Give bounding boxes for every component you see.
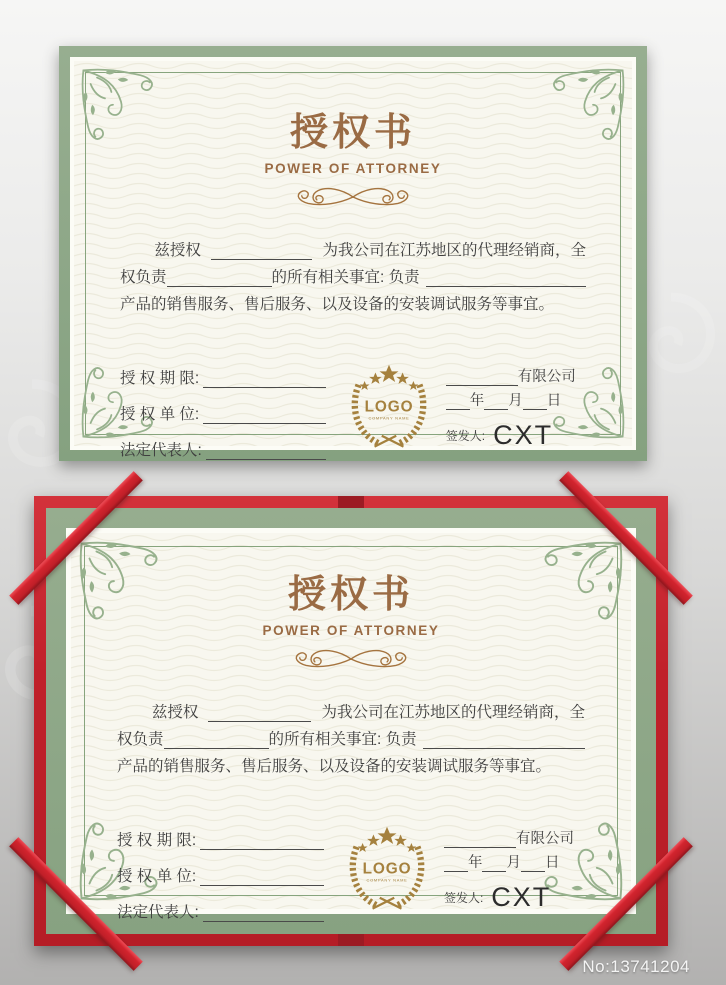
blank-line [446, 392, 470, 410]
date-unit: 日 [546, 393, 562, 409]
divider-swirl-icon [286, 185, 420, 209]
fields-block [117, 824, 324, 922]
blank-line [446, 368, 518, 386]
date-unit: 月 [508, 393, 523, 409]
body-line [120, 260, 586, 287]
field-row [120, 398, 326, 424]
issuer-label: 签发人: [443, 890, 484, 905]
date-line [446, 386, 592, 410]
certificate-paper [71, 533, 631, 921]
cert-subtitle: POWER OF ATTORNEY [262, 623, 440, 638]
company-suffix: 有限公司 [517, 369, 576, 385]
cert-title: 授权书 [289, 112, 416, 154]
date-unit: 月 [506, 855, 521, 871]
blank-line [208, 704, 311, 722]
frame-seam [338, 934, 364, 946]
field-label: 授 权 单 位: [120, 406, 200, 423]
frame-seam [338, 496, 364, 508]
certificate-red [34, 496, 668, 946]
field-row [117, 860, 324, 886]
blank-line [423, 731, 585, 749]
blank-line [482, 854, 506, 872]
field-row [117, 896, 324, 922]
certificate-inner-margin [70, 57, 636, 459]
field-row [120, 434, 326, 460]
issuer-signature: CXT [493, 419, 554, 450]
certificate-paper [74, 61, 632, 459]
body-paragraph [120, 233, 586, 314]
field-row [117, 824, 324, 850]
logo-subtext: COMPANY NAME [368, 415, 410, 421]
date-unit: 日 [544, 855, 560, 871]
blank-line [203, 904, 324, 922]
body-text: 为我公司在江苏地区的代理经销商，全 [322, 242, 586, 259]
logo-text: LOGO [362, 860, 412, 878]
certificate-inner-margin [66, 528, 636, 921]
field-label: 授 权 单 位: [117, 868, 197, 885]
date-line [444, 848, 591, 872]
blank-line [523, 392, 547, 410]
blank-line [444, 830, 516, 848]
body-text: 权负责 [117, 731, 164, 748]
body-paragraph [117, 695, 585, 776]
body-line [117, 722, 585, 749]
body-text: 的所有相关事宜: 负责 [271, 269, 420, 286]
body-text: 产品的销售服务、售后服务、以及设备的安装调试服务等事宜。 [117, 758, 552, 775]
laurel-logo-icon [340, 820, 434, 914]
cert-subtitle: POWER OF ATTORNEY [264, 161, 442, 176]
company-line [444, 824, 591, 848]
blank-line [203, 370, 326, 388]
body-text: 兹授权 [154, 242, 201, 259]
issuer-label: 签发人: [445, 428, 486, 443]
body-line [117, 749, 585, 776]
logo-text: LOGO [364, 398, 414, 416]
field-label: 法定代表人: [117, 904, 199, 921]
blank-line [200, 868, 324, 886]
watermark-number: No:13741204 [582, 957, 690, 976]
blank-line [167, 269, 272, 287]
fields-block [120, 362, 326, 460]
company-line [446, 362, 592, 386]
logo-subtext: COMPANY NAME [366, 877, 408, 883]
blank-line [164, 731, 269, 749]
body-text: 为我公司在江苏地区的代理经销商，全 [321, 704, 585, 721]
signature-block [446, 362, 592, 450]
field-row [120, 362, 326, 388]
certificate-green [59, 46, 647, 461]
body-text: 产品的销售服务、售后服务、以及设备的安装调试服务等事宜。 [120, 296, 555, 313]
blank-line [211, 242, 313, 260]
blank-line [206, 442, 326, 460]
body-text: 的所有相关事宜: 负责 [268, 731, 417, 748]
blank-line [426, 269, 586, 287]
body-line [120, 233, 586, 260]
blank-line [203, 406, 326, 424]
field-label: 法定代表人: [120, 442, 202, 459]
date-unit: 年 [467, 855, 483, 871]
issuer-line [444, 882, 591, 912]
laurel-logo-icon [342, 358, 436, 452]
body-text: 兹授权 [151, 704, 199, 721]
signature-block [444, 824, 591, 912]
body-text: 权负责 [120, 269, 167, 286]
green-matte [46, 508, 656, 934]
blank-line [521, 854, 545, 872]
issuer-signature: CXT [491, 881, 552, 912]
cert-title: 授权书 [287, 574, 414, 616]
field-label: 授 权 期 限: [120, 370, 200, 387]
blank-line [444, 854, 468, 872]
company-suffix: 有限公司 [515, 831, 574, 847]
date-unit: 年 [469, 393, 485, 409]
body-line [117, 695, 585, 722]
divider-swirl-icon [284, 647, 418, 671]
field-label: 授 权 期 限: [117, 832, 197, 849]
body-line [120, 287, 586, 314]
blank-line [484, 392, 508, 410]
blank-line [200, 832, 324, 850]
issuer-line [446, 420, 592, 450]
